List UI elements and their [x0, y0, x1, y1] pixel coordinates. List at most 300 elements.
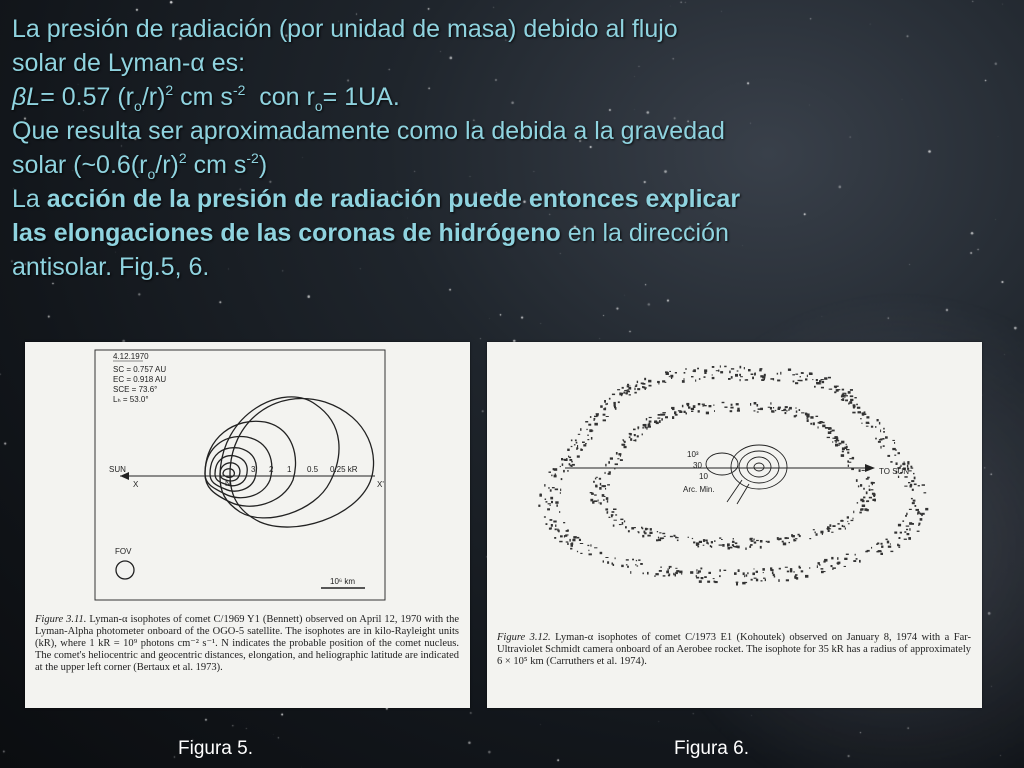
isophote-dot	[699, 580, 702, 583]
isophote-dot	[869, 489, 871, 491]
isophote-dot	[908, 482, 910, 483]
isophote-dot	[719, 537, 721, 538]
isophote-dot	[908, 537, 911, 540]
isophote-dot	[860, 509, 862, 511]
isophote-dot	[642, 386, 644, 387]
isophote-dot	[673, 573, 674, 576]
isophote-dot	[600, 483, 601, 486]
isophote-dot	[546, 523, 548, 525]
isophote-dot	[722, 544, 724, 547]
isophote-dot	[857, 407, 860, 409]
isophote-dot	[560, 535, 563, 537]
isophote-dot	[590, 499, 593, 502]
isophote-dot	[799, 409, 801, 411]
isophote-dot	[764, 374, 766, 377]
isophote-dot	[824, 377, 827, 380]
isophote-dot	[795, 538, 797, 539]
to-sun-label: TO SUN	[879, 467, 910, 476]
isophote-dot	[862, 505, 865, 508]
isophote-dot	[550, 505, 551, 506]
isophote-dot	[540, 494, 542, 497]
isophote-dot	[831, 532, 833, 533]
isophote-dot	[842, 525, 844, 527]
isophote-dot	[593, 481, 595, 483]
isophote-dot	[600, 405, 603, 408]
isophote-dot	[877, 419, 879, 421]
isophote-dot	[909, 522, 912, 525]
isophote-dot	[648, 380, 651, 383]
isophote-dot	[612, 511, 615, 513]
isophote-dot	[672, 416, 674, 419]
isophote-dot	[625, 390, 627, 391]
isophote-dot	[629, 394, 631, 395]
isophote-dot	[649, 532, 652, 534]
isophote-dot	[801, 372, 804, 374]
isophote-dot	[569, 539, 570, 542]
figure-5-label: Figura 5.	[178, 738, 253, 759]
isophote-dot	[821, 387, 824, 389]
isophote-dot	[790, 568, 792, 570]
isophote-dot	[594, 547, 597, 548]
isophote-dot	[840, 520, 843, 522]
isophote-dot	[691, 411, 693, 412]
isophote-dot	[732, 541, 734, 543]
isophote-dot	[555, 473, 556, 475]
isophote-dot	[898, 538, 900, 539]
isophote-dot	[860, 484, 862, 487]
isophote-dot	[866, 422, 870, 424]
isophote-dot	[834, 436, 837, 439]
isophote-dot	[750, 538, 753, 541]
l-symbol: L	[26, 83, 41, 111]
superscript: -2	[232, 82, 246, 98]
isophote-dot	[862, 500, 865, 502]
isophote-dot	[699, 541, 702, 543]
sce-angle: SCE = 73.6°	[113, 385, 158, 394]
isophote-dot	[886, 539, 888, 541]
isophote-dot	[818, 426, 819, 428]
isophote-dot	[907, 533, 910, 535]
isophote-dot	[885, 436, 888, 438]
isophote-dot	[649, 423, 651, 425]
isophote-dot	[546, 501, 548, 503]
isophote-dot	[633, 440, 635, 441]
isophote-dot	[603, 419, 606, 421]
isophote-dot	[567, 530, 569, 532]
isophote-dot	[582, 442, 585, 444]
isophote-dot	[714, 410, 715, 412]
isophote-dot	[566, 541, 569, 542]
isophote-dot	[875, 426, 876, 428]
isophote-dot	[880, 430, 881, 433]
isophote-dot	[920, 514, 922, 515]
isophote-dot	[575, 440, 577, 442]
isophote-dot	[737, 546, 739, 549]
isophote-dot	[816, 382, 819, 384]
isophote-dot	[892, 440, 895, 441]
isophote-dot	[838, 528, 841, 530]
isophote-dot	[782, 541, 784, 543]
isophote-dot	[642, 434, 643, 436]
isophote-dot	[818, 422, 819, 424]
isophote-dot	[777, 373, 778, 375]
isophote-dot	[757, 404, 759, 407]
isophote-dot	[809, 372, 812, 375]
isophote-dot	[624, 520, 625, 522]
isophote-dot	[743, 572, 745, 575]
isophote-dot	[642, 427, 644, 428]
isophote-dot	[669, 371, 671, 372]
isophote-dot	[547, 508, 550, 510]
isophote-dot	[567, 470, 569, 472]
isophote-dot	[600, 502, 602, 504]
isophote-dot	[605, 403, 606, 405]
isophote-dot	[691, 376, 694, 377]
isophote-dot	[643, 424, 646, 427]
isophote-dot	[838, 443, 841, 445]
isophote-dot	[815, 532, 816, 534]
isophote-dot	[906, 529, 908, 530]
isophote-dot	[778, 579, 779, 582]
isophote-dot	[625, 526, 627, 528]
isophote-dot	[762, 376, 765, 378]
isophote-dot	[646, 418, 647, 420]
isophote-dot	[833, 438, 834, 439]
isophote-dot	[649, 417, 652, 418]
isophote-dot	[672, 409, 675, 410]
isophote-dot	[711, 541, 713, 543]
isophote-dot	[554, 537, 556, 539]
isophote-dot	[757, 411, 759, 412]
isophote-dot	[859, 469, 861, 472]
isophote-dot	[603, 414, 606, 416]
isophote-dot	[599, 478, 601, 480]
isophote-dot	[904, 531, 906, 533]
isophote-dot	[712, 374, 713, 375]
isophote-dot	[580, 543, 583, 544]
isophote-dot	[904, 539, 907, 540]
isophote-dot	[844, 397, 846, 398]
inner-isophotes	[706, 445, 787, 504]
isophote-dot	[594, 416, 598, 417]
isophote-dot	[607, 484, 610, 485]
isophote-dot	[845, 395, 848, 396]
isophote-dot	[591, 493, 594, 495]
isophote-dot	[841, 441, 844, 444]
isophote-dot	[756, 540, 759, 541]
isophote-dot	[777, 380, 780, 382]
isophote-dot	[577, 445, 578, 448]
isophote-dot	[919, 523, 921, 525]
isophote-dot	[837, 523, 839, 525]
isophote-dot	[786, 579, 789, 581]
isophote-dot	[649, 385, 652, 387]
isophote-dot	[686, 412, 688, 414]
beta-symbol: β	[12, 83, 27, 111]
isophote-dot	[844, 566, 846, 567]
isophote-dot	[844, 558, 847, 560]
isophote-dot	[585, 421, 588, 423]
isophote-dot	[778, 408, 781, 411]
isophote-dot	[807, 375, 808, 377]
isophote-dot	[636, 560, 637, 561]
isophote-dot	[615, 514, 617, 515]
isophote-dot	[744, 367, 745, 369]
isophote-dot	[657, 418, 660, 419]
isophote-dot	[703, 539, 705, 542]
isophote-dot	[883, 445, 885, 447]
isophote-dot	[586, 429, 587, 430]
isophote-dot	[551, 501, 553, 503]
isophote-dot	[548, 503, 551, 504]
isophote-dot	[858, 485, 859, 487]
isophote-dot	[770, 378, 773, 380]
isophote-dot	[920, 518, 923, 521]
isophote-dot	[630, 571, 631, 574]
isophote-dot	[731, 368, 734, 369]
isophote-dot	[867, 477, 870, 479]
isophote-dot	[866, 509, 868, 511]
isophote-dot	[842, 394, 845, 396]
isophote-dot	[799, 535, 801, 537]
isophote-dot	[720, 365, 721, 367]
isophote-dot	[827, 437, 830, 438]
isophote-dot	[682, 380, 685, 383]
isophote-dot	[863, 488, 865, 490]
isophote-dot	[671, 377, 672, 379]
isophote-dot	[897, 544, 899, 547]
isophote-dot	[832, 525, 835, 527]
isophote-dot	[623, 440, 624, 442]
isophote-dot	[846, 554, 849, 555]
isophote-dot	[740, 366, 742, 369]
isophote-dot	[902, 520, 904, 522]
isophote-dot	[567, 543, 569, 545]
isophote-dot	[728, 378, 731, 380]
isophote-dot	[658, 414, 661, 416]
isophote-dot	[572, 539, 575, 542]
isophote-dot	[922, 484, 925, 486]
isophote-dot	[807, 419, 809, 422]
isophote-dot	[760, 368, 763, 370]
isophote-dot	[790, 570, 793, 573]
isophote-dot	[585, 443, 587, 444]
isophote-dot	[866, 491, 868, 494]
isophote-dot	[654, 576, 656, 577]
isophote-dot	[915, 505, 917, 507]
caption-figure-number: Figure 3.11.	[35, 614, 87, 625]
isophote-dot	[669, 566, 672, 568]
isophote-dot	[606, 497, 609, 500]
isophote-dot	[736, 403, 739, 405]
isophote-dot	[816, 379, 818, 381]
isophote-dot	[573, 536, 577, 538]
isophote-dot	[697, 546, 699, 548]
text-fragment: con r	[245, 83, 315, 111]
isophote-dot	[890, 543, 891, 544]
isophote-dot	[793, 571, 794, 572]
text-fragment: solar (~0.6(r	[12, 151, 148, 179]
isophote-dot	[675, 537, 677, 538]
isophote-dot	[598, 500, 599, 502]
isophote-dot	[843, 526, 845, 528]
isophote-dot	[603, 499, 605, 501]
isophote-dot	[559, 541, 562, 543]
isophote-dot	[737, 410, 740, 412]
isophote-dot	[638, 559, 640, 561]
isophote-dot	[551, 475, 552, 477]
isophote-dot	[887, 455, 890, 457]
isophote-dot	[552, 487, 555, 488]
isophote-dot	[658, 537, 659, 539]
isophote-dot	[711, 546, 712, 548]
isophote-dot	[818, 562, 820, 565]
subscript: o	[314, 98, 323, 114]
superscript: -2	[246, 150, 259, 166]
isophote-dot	[822, 533, 823, 535]
text-line-1: La presión de radiación (por unidad de masa) debido al flujo	[12, 15, 678, 43]
isophote-dot	[846, 444, 847, 445]
isophote-dot	[620, 519, 623, 521]
isophote-dot	[713, 578, 715, 579]
isophote-dot	[837, 389, 840, 390]
isophote-dot	[569, 457, 571, 459]
isophote-dot	[621, 394, 622, 396]
isophote-dot	[760, 540, 763, 543]
isophote-dot	[596, 477, 598, 478]
isophote-dot	[862, 470, 865, 471]
isophote-dot	[756, 571, 758, 573]
isophote-dot	[620, 459, 623, 461]
arc-min-label: Arc. Min.	[683, 485, 715, 494]
isophote-dot	[853, 511, 854, 514]
isophote-dot	[617, 389, 620, 390]
isophote-dot	[641, 383, 644, 385]
isophote-dot	[871, 489, 874, 490]
isophote-dot	[913, 473, 915, 474]
isophote-dot	[697, 368, 699, 370]
isophote-dot	[735, 542, 738, 544]
contour-label-1: 1	[287, 465, 292, 474]
isophote-dot	[917, 531, 920, 532]
isophote-dot	[866, 416, 869, 418]
isophote-dot	[570, 465, 573, 467]
isophote-dot	[724, 570, 727, 571]
isophote-dot	[677, 540, 679, 542]
isophote-dot	[603, 485, 606, 487]
isophote-dot	[810, 423, 812, 425]
isophote-dot	[750, 403, 751, 406]
isophote-dot	[906, 526, 910, 527]
isophote-dot	[880, 553, 883, 555]
isophote-dot	[590, 416, 592, 418]
isophote-dot	[699, 378, 701, 380]
caption-text: Lyman-α isophotes of comet C/1969 Y1 (Bennett) observed on April 12, 1970 with the Lyman-Alpha photometer onboard of the OGO-5 satellite. The isophotes are in kilo-Rayleight units (kR), where 1 kR = 10⁹ photons cm⁻² s⁻¹. N indicates the probable position of the comet nucleus. The comet's heliocentric and geocentric distances, elongation, and heliographic latitude are indicated at the upper left corner (Bertaux et al. 1973).	[35, 614, 459, 673]
slide-body-text	[12, 12, 1012, 284]
isophote-dot	[576, 442, 578, 444]
isophote-dot	[907, 461, 909, 463]
isophote-dot	[696, 569, 697, 572]
isophote-dot	[807, 417, 808, 419]
isophote-dot	[854, 397, 856, 398]
isophote-dot	[605, 508, 608, 510]
isophote-dot	[792, 535, 795, 537]
isophote-dot	[670, 536, 673, 537]
isophote-dot	[565, 535, 567, 537]
isophote-dot	[587, 545, 589, 546]
isophote-dot	[913, 500, 916, 502]
isophote-dot	[728, 547, 731, 550]
isophote-dot	[605, 557, 608, 558]
isophote-dot	[630, 438, 632, 441]
isophote-dot	[751, 540, 754, 542]
text-fragment: = 0.57 (r	[40, 83, 135, 111]
isophote-dot	[693, 405, 696, 408]
isophote-dot	[619, 393, 621, 396]
isophote-dot	[599, 502, 600, 503]
isophote-dot	[859, 561, 860, 563]
isophote-dot	[795, 382, 798, 384]
isophote-dot	[761, 580, 763, 581]
isophote-dot	[876, 551, 879, 552]
isophote-dot	[883, 431, 885, 433]
isophote-dot	[629, 433, 631, 435]
isophote-dot	[665, 416, 668, 418]
isophote-dot	[693, 542, 695, 544]
isophote-dot	[906, 513, 907, 515]
isophote-dot	[739, 374, 741, 376]
isophote-dot	[828, 530, 830, 532]
isophote-dot	[608, 461, 610, 464]
isophote-dot	[657, 531, 658, 532]
isophote-dot	[594, 494, 597, 495]
isophote-dot	[847, 452, 849, 454]
isophote-dot	[872, 482, 873, 485]
isophote-dot	[770, 402, 771, 404]
isophote-dot	[918, 485, 920, 486]
isophote-dot	[647, 535, 650, 537]
isophote-dot	[856, 404, 858, 406]
isophote-dot	[701, 577, 704, 579]
isophote-dot	[684, 378, 685, 380]
isophote-dot	[785, 412, 787, 414]
isophote-dot	[587, 435, 589, 436]
isophote-dot	[733, 538, 734, 540]
isophote-dot	[675, 414, 678, 416]
isophote-dot	[740, 379, 741, 381]
fov-circle	[116, 561, 134, 579]
text-fragment: cm s	[186, 151, 247, 179]
caption-figure-number: Figure 3.12.	[497, 632, 551, 643]
text-fragment: cm s	[173, 83, 233, 111]
isophote-dot	[801, 570, 804, 572]
isophote-dot	[662, 380, 665, 382]
isophote-dot	[730, 407, 733, 409]
isophote-dot	[905, 515, 907, 517]
isophote-dot	[845, 400, 848, 402]
isophote-dot	[788, 369, 791, 371]
isophote-dot	[904, 476, 907, 478]
isophote-dot	[587, 439, 589, 440]
isophote-dot	[675, 372, 677, 374]
isophote-dot	[664, 536, 666, 537]
contour-label-3: 3	[251, 465, 256, 474]
isophote-dot	[627, 384, 629, 385]
isophote-dot	[800, 376, 801, 377]
isophote-dot	[704, 376, 706, 378]
isophote-dot	[763, 572, 764, 573]
isophote-dot	[849, 462, 852, 463]
